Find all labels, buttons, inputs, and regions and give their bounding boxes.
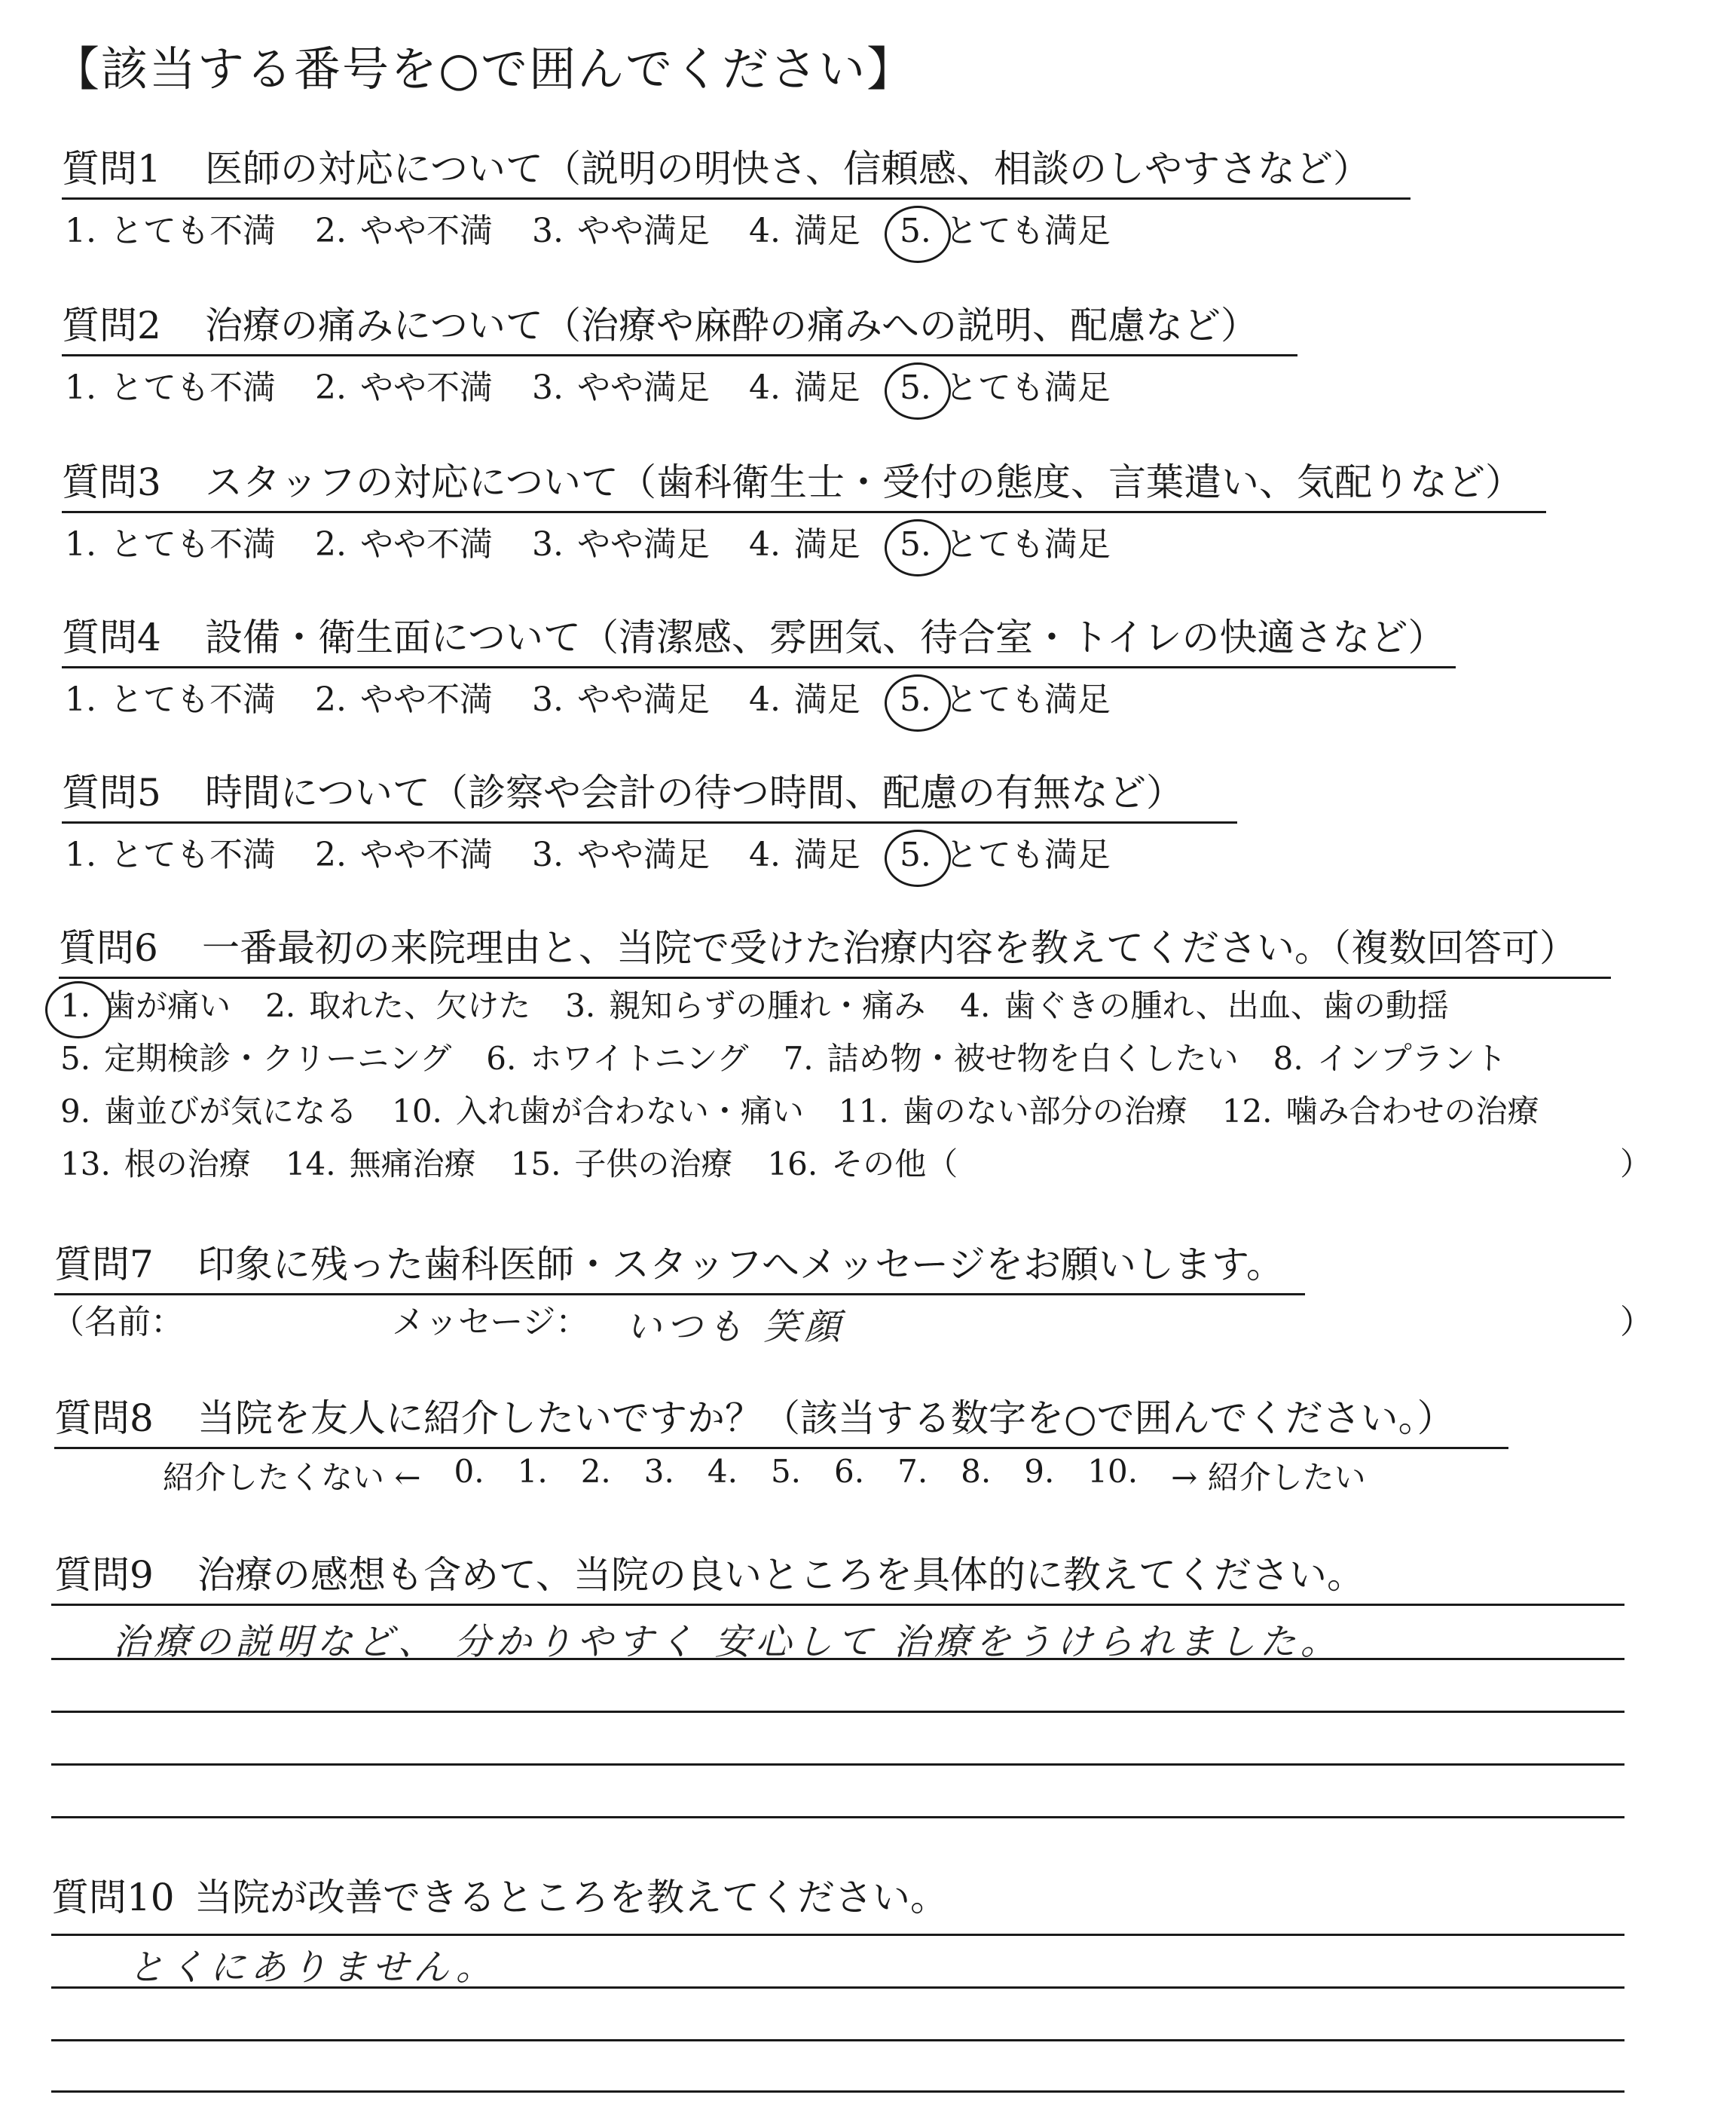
rating-option-3[interactable] bbox=[527, 360, 710, 408]
q6-option-label: インプラント bbox=[1316, 1040, 1507, 1077]
q6-option-row bbox=[56, 1087, 1569, 1132]
q6-option-row bbox=[56, 1034, 1537, 1079]
scale-option-2[interactable]: 2. bbox=[580, 1453, 611, 1490]
rating-option-label: とても満足 bbox=[944, 525, 1111, 564]
q6-option-label: 取れた、欠けた bbox=[309, 987, 531, 1024]
rating-option-3[interactable] bbox=[527, 517, 710, 565]
q6-option-number: 3. bbox=[565, 987, 596, 1024]
scale-option-7[interactable]: 7. bbox=[897, 1453, 928, 1490]
rating-option-label: やや不満 bbox=[359, 680, 493, 719]
rating-option-number: 2. bbox=[314, 368, 347, 407]
question-10-label: 質問10 bbox=[51, 1876, 175, 1919]
q6-option-number: 13. bbox=[60, 1145, 111, 1182]
rating-option-label: とても満足 bbox=[944, 368, 1111, 407]
rating-option-4[interactable] bbox=[744, 672, 860, 720]
q6-option-label: 親知らずの腫れ・痛み bbox=[609, 987, 926, 1024]
q6-option-number: 12. bbox=[1221, 1093, 1273, 1130]
rating-option-number: 5. bbox=[895, 212, 936, 250]
rating-option-number: 2. bbox=[314, 212, 347, 250]
rating-option-4[interactable] bbox=[744, 203, 860, 252]
rating-option-1[interactable] bbox=[60, 360, 276, 408]
rating-option-number: 1. bbox=[65, 212, 96, 250]
question-3-label: 質問3 bbox=[62, 460, 161, 504]
question-5-heading bbox=[62, 763, 1237, 824]
rating-option-4[interactable] bbox=[744, 827, 860, 876]
rating-option-label: やや満足 bbox=[576, 680, 710, 719]
question-9-heading bbox=[54, 1545, 1365, 1599]
answer-line bbox=[51, 1816, 1624, 1818]
q6-option-number: 5. bbox=[60, 1040, 91, 1077]
rating-option-label: とても不満 bbox=[109, 212, 276, 250]
rating-option-number: 2. bbox=[314, 836, 347, 874]
q6-other-close-paren: ） bbox=[1620, 1145, 1652, 1182]
rating-option-number: 2. bbox=[314, 680, 347, 719]
rating-option-number: 3. bbox=[531, 368, 564, 407]
rating-option-label: とても不満 bbox=[109, 680, 276, 719]
rating-option-number: 4. bbox=[748, 212, 781, 250]
rating-option-5[interactable] bbox=[895, 672, 1111, 720]
scale-option-3[interactable]: 3. bbox=[643, 1453, 674, 1490]
answer-line bbox=[51, 1986, 1624, 1989]
rating-option-2[interactable] bbox=[310, 203, 493, 252]
rating-option-5[interactable] bbox=[895, 517, 1111, 565]
rating-option-label: 満足 bbox=[793, 368, 860, 407]
rating-option-number: 3. bbox=[531, 525, 564, 564]
answer-line bbox=[51, 1604, 1624, 1606]
rating-option-number: 1. bbox=[65, 680, 96, 719]
question-1-label: 質問1 bbox=[62, 147, 161, 191]
scale-option-8[interactable]: 8. bbox=[961, 1453, 992, 1490]
question-9-text: 治療の感想も含めて、当院の良いところを具体的に教えてください。 bbox=[197, 1553, 1365, 1597]
rating-option-number: 1. bbox=[65, 836, 96, 874]
rating-option-5[interactable] bbox=[895, 203, 1111, 252]
question-8-label: 質問8 bbox=[54, 1396, 154, 1440]
q6-option-label: 歯が痛い bbox=[104, 987, 231, 1024]
rating-option-label: やや不満 bbox=[359, 525, 493, 564]
q6-option-number: 10. bbox=[392, 1093, 442, 1130]
rating-option-label: とても満足 bbox=[944, 680, 1111, 719]
message-close-paren: ） bbox=[1620, 1303, 1653, 1341]
q6-option-label: 定期検診・クリーニング bbox=[104, 1040, 452, 1077]
q6-option-12[interactable] bbox=[1218, 1087, 1539, 1132]
question-3-options bbox=[60, 517, 1145, 565]
rating-option-label: とても満足 bbox=[944, 212, 1111, 250]
rating-option-number: 3. bbox=[531, 680, 564, 719]
q6-option-1[interactable] bbox=[56, 981, 231, 1026]
question-1-options bbox=[60, 203, 1145, 252]
question-5-label: 質問5 bbox=[62, 771, 161, 815]
answer-line bbox=[51, 2090, 1624, 2093]
answer-line bbox=[51, 1934, 1624, 1936]
question-6-text: 一番最初の来院理由と、当院で受けた治療内容を教えてください。（複数回答可） bbox=[202, 926, 1577, 970]
answer-line bbox=[51, 1711, 1624, 1713]
scale-option-0[interactable]: 0. bbox=[454, 1453, 484, 1490]
rating-option-label: やや満足 bbox=[576, 836, 710, 874]
message-label: メッセージ： bbox=[392, 1303, 589, 1341]
q6-option-number: 14. bbox=[285, 1145, 336, 1182]
question-6-heading bbox=[59, 918, 1611, 979]
q6-option-7[interactable] bbox=[779, 1034, 1239, 1079]
q6-option-15[interactable] bbox=[506, 1139, 733, 1185]
question-4-text: 設備・衛生面について（清潔感、雰囲気、待合室・トイレの快適さなど） bbox=[205, 616, 1446, 659]
rating-option-label: とても満足 bbox=[944, 836, 1111, 874]
rating-option-number: 4. bbox=[748, 836, 781, 874]
rating-option-number: 1. bbox=[65, 525, 96, 564]
rating-option-number: 5. bbox=[895, 680, 936, 719]
scale-option-9[interactable]: 9. bbox=[1024, 1453, 1055, 1490]
rating-option-5[interactable] bbox=[895, 827, 1111, 876]
scale-option-5[interactable]: 5. bbox=[770, 1453, 802, 1490]
rating-option-2[interactable] bbox=[310, 672, 493, 720]
question-10-text: 当院が改善できるところを教えてください。 bbox=[194, 1876, 948, 1919]
rating-option-3[interactable] bbox=[527, 827, 710, 876]
rating-option-1[interactable] bbox=[60, 517, 276, 565]
q6-option-label: 入れ歯が合わない・痛い bbox=[455, 1093, 804, 1130]
scale-option-1[interactable]: 1. bbox=[517, 1453, 548, 1490]
rating-option-3[interactable] bbox=[527, 672, 710, 720]
question-7-heading bbox=[54, 1234, 1305, 1295]
message-handwritten: いつも 笑顔 bbox=[625, 1306, 845, 1348]
rating-option-label: やや満足 bbox=[576, 525, 710, 564]
rating-option-number: 4. bbox=[748, 680, 781, 719]
name-label: （名前： bbox=[51, 1303, 184, 1341]
rating-option-2[interactable] bbox=[310, 360, 493, 408]
q6-option-number: 4. bbox=[960, 987, 991, 1024]
rating-option-label: やや不満 bbox=[359, 836, 493, 874]
recommend-scale bbox=[163, 1453, 1399, 1498]
rating-option-1[interactable] bbox=[60, 827, 276, 876]
question-7-label: 質問7 bbox=[54, 1243, 154, 1286]
rating-option-label: 満足 bbox=[793, 212, 860, 250]
q6-option-label: 歯ぐきの腫れ、出血、歯の動揺 bbox=[1004, 987, 1449, 1024]
question-9-label: 質問9 bbox=[54, 1553, 154, 1597]
q6-option-8[interactable] bbox=[1269, 1034, 1507, 1079]
question-2-heading bbox=[62, 295, 1297, 356]
question-4-label: 質問4 bbox=[62, 616, 161, 659]
question-4-heading bbox=[62, 607, 1456, 668]
rating-option-label: とても不満 bbox=[109, 368, 276, 407]
q6-option-number: 2. bbox=[265, 987, 296, 1024]
q6-option-2[interactable] bbox=[261, 981, 530, 1026]
q6-option-3[interactable] bbox=[561, 981, 925, 1026]
q6-option-number: 9. bbox=[60, 1093, 91, 1130]
rating-option-label: 満足 bbox=[793, 836, 860, 874]
scale-left-label: 紹介したくない ← bbox=[163, 1459, 421, 1496]
rating-option-number: 5. bbox=[895, 368, 936, 407]
q6-option-label: その他（ bbox=[831, 1145, 958, 1182]
scale-option-6[interactable]: 6. bbox=[834, 1453, 865, 1490]
scale-option-4[interactable]: 4. bbox=[707, 1453, 738, 1490]
question-3-heading bbox=[62, 452, 1546, 513]
question-5-text: 時間について（診察や会計の待つ時間、配慮の有無など） bbox=[205, 771, 1184, 815]
question-8-text: 当院を友人に紹介したいですか？（該当する数字を○で囲んでください。） bbox=[197, 1396, 1455, 1440]
scale-right-label: → 紹介したい bbox=[1171, 1459, 1366, 1496]
rating-option-label: とても不満 bbox=[109, 836, 276, 874]
rating-option-number: 5. bbox=[895, 836, 936, 874]
q6-option-number: 15. bbox=[510, 1145, 561, 1182]
rating-option-number: 4. bbox=[748, 368, 781, 407]
rating-option-label: とても不満 bbox=[109, 525, 276, 564]
q6-option-6[interactable] bbox=[481, 1034, 748, 1079]
rating-option-number: 2. bbox=[314, 525, 347, 564]
q6-option-number: 7. bbox=[783, 1040, 814, 1077]
question-1-heading bbox=[62, 139, 1410, 200]
q6-option-label: 根の治療 bbox=[124, 1145, 251, 1182]
rating-option-3[interactable] bbox=[527, 203, 710, 252]
q6-option-11[interactable] bbox=[834, 1087, 1187, 1132]
question-8-heading bbox=[54, 1388, 1508, 1449]
q6-option-label: 詰め物・被せ物を白くしたい bbox=[827, 1040, 1239, 1077]
q6-option-9[interactable] bbox=[56, 1087, 357, 1132]
q6-option-number: 8. bbox=[1273, 1040, 1304, 1077]
question-2-text: 治療の痛みについて（治療や麻酔の痛みへの説明、配慮など） bbox=[205, 304, 1258, 347]
rating-option-number: 3. bbox=[531, 836, 564, 874]
q6-option-row bbox=[56, 1139, 988, 1185]
question-5-options bbox=[60, 827, 1145, 876]
page-title: 【該当する番号を○で囲んでください】 bbox=[53, 41, 915, 96]
q6-option-label: 歯並びが気になる bbox=[104, 1093, 358, 1130]
q6-option-label: 噛み合わせの治療 bbox=[1285, 1093, 1539, 1130]
rating-option-number: 3. bbox=[531, 212, 564, 250]
q6-option-number: 6. bbox=[486, 1040, 517, 1077]
q6-option-label: 無痛治療 bbox=[349, 1145, 476, 1182]
question-4-options bbox=[60, 672, 1145, 720]
rating-option-label: やや不満 bbox=[359, 368, 493, 407]
rating-option-2[interactable] bbox=[310, 517, 493, 565]
rating-option-5[interactable] bbox=[895, 360, 1111, 408]
question-2-label: 質問2 bbox=[62, 304, 161, 347]
rating-option-label: やや満足 bbox=[576, 368, 710, 407]
q6-option-label: ホワイトニング bbox=[530, 1040, 749, 1077]
rating-option-4[interactable] bbox=[744, 360, 860, 408]
rating-option-2[interactable] bbox=[310, 827, 493, 876]
q6-option-16[interactable] bbox=[763, 1139, 958, 1185]
question-3-text: スタッフの対応について（歯科衛生士・受付の態度、言葉遣い、気配りなど） bbox=[205, 460, 1523, 504]
q6-option-row bbox=[56, 981, 1479, 1026]
rating-option-4[interactable] bbox=[744, 517, 860, 565]
rating-option-number: 1. bbox=[65, 368, 96, 407]
q9-handwritten-answer: 治療の説明など、 分かりやすく 安心して 治療をうけられました。 bbox=[113, 1621, 1341, 1663]
q6-option-10[interactable] bbox=[387, 1087, 804, 1132]
scale-option-10[interactable]: 10. bbox=[1087, 1453, 1138, 1490]
question-7-text: 印象に残った歯科医師・スタッフへメッセージをお願いします。 bbox=[197, 1243, 1284, 1286]
question-10-heading bbox=[51, 1867, 948, 1922]
question-1-text: 医師の対応について（説明の明快さ、信頼感、相談のしやすさなど） bbox=[205, 147, 1371, 191]
rating-option-label: 満足 bbox=[793, 525, 860, 564]
q6-option-number: 11. bbox=[838, 1093, 889, 1130]
rating-option-label: やや満足 bbox=[576, 212, 710, 250]
rating-option-1[interactable] bbox=[60, 203, 276, 252]
q6-option-13[interactable] bbox=[56, 1139, 251, 1185]
question-2-options bbox=[60, 360, 1145, 408]
rating-option-label: 満足 bbox=[793, 680, 860, 719]
q6-option-label: 歯のない部分の治療 bbox=[902, 1093, 1187, 1130]
answer-line bbox=[51, 2039, 1624, 2041]
q6-option-5[interactable] bbox=[56, 1034, 451, 1079]
rating-option-number: 4. bbox=[748, 525, 781, 564]
q6-option-4[interactable] bbox=[955, 981, 1449, 1026]
q6-option-label: 子供の治療 bbox=[574, 1145, 733, 1182]
rating-option-1[interactable] bbox=[60, 672, 276, 720]
answer-line bbox=[51, 1763, 1624, 1766]
rating-option-label: やや不満 bbox=[359, 212, 493, 250]
q6-option-number: 1. bbox=[56, 987, 95, 1024]
q6-option-number: 16. bbox=[767, 1145, 818, 1182]
question-6-label: 質問6 bbox=[59, 926, 158, 970]
q6-option-14[interactable] bbox=[281, 1139, 476, 1185]
q10-handwritten-answer: とくにありません。 bbox=[128, 1946, 497, 1989]
answer-line bbox=[51, 1658, 1624, 1660]
rating-option-number: 5. bbox=[895, 525, 936, 564]
